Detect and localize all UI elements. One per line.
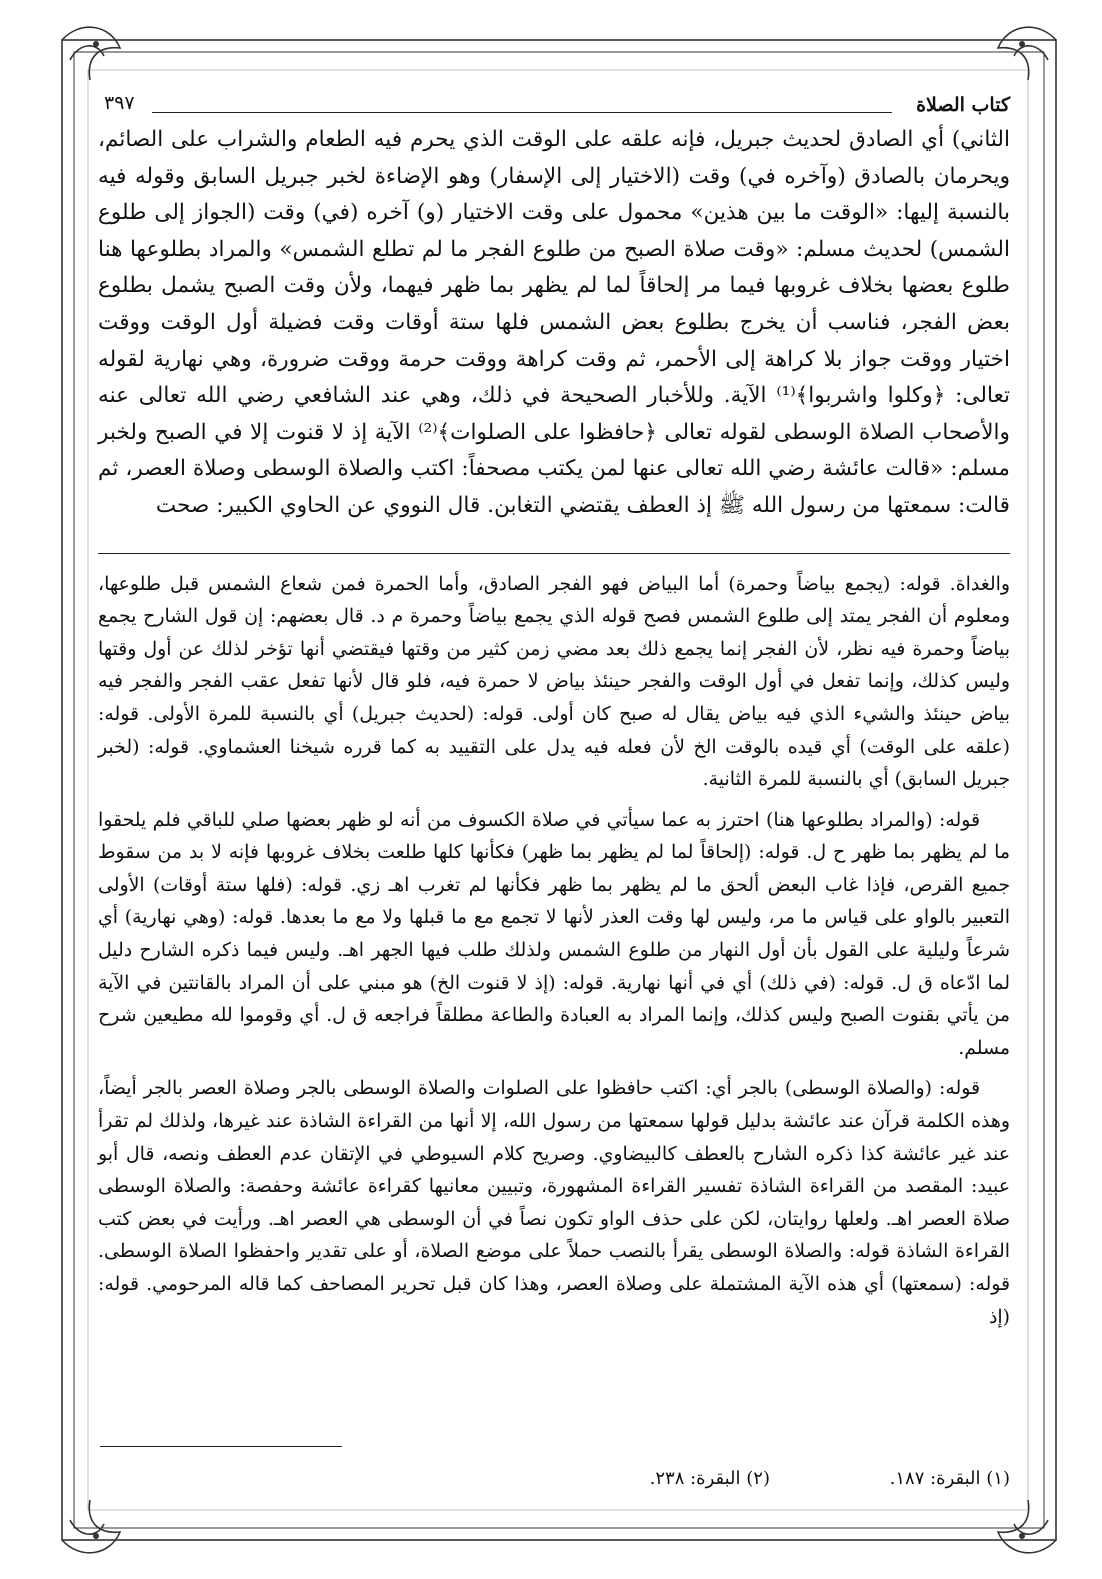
footnote-1: (١) البقرة: ١٨٧.	[889, 1468, 1010, 1489]
section-divider	[98, 553, 1010, 554]
text-area	[98, 92, 1010, 1333]
page-header	[98, 92, 1010, 122]
main-paragraph: الثاني) أي الصادق لحديث جبريل، فإنه علقه على الوقت الذي يحرم فيه الطعام والشراب على الصائم، ويحرمان بالصادق (وآخره في) وقت (الاختيار إلى الإسفار) وهو الإضاءة لخبر جبريل السابق وقوله فيه بالنسبة إليها: «الوقت ما بين هذين» محمول على وقت الاختيار (و) آخره (في) وقت (الجواز إلى طلوع الشمس) لحديث مسلم: «وقت صلاة الصبح من طلوع الفجر ما لم تطلع الشمس» والمراد بطلوعها هنا طلوع بعضها بخلاف غروبها فيما مر إلحاقاً لما لم يظهر بما ظهر فيهما، ولأن وقت الصبح يشمل بطلوع بعض الفجر، فناسب أن يخرج بطلوع بعض الشمس فلها ستة أوقات وقت فضيلة أول الوقت ووقت اختيار ووقت جواز بلا كراهة إلى الأحمر، ثم وقت كراهة ووقت حرمة ووقت ضرورة، وهي نهارية لقوله تعالى: ﴿وكلوا واشربوا﴾⁽¹⁾ الآية. وللأخبار الصحيحة في ذلك، وهي عند الشافعي رضي الله تعالى عنه والأصحاب الصلاة الوسطى لقوله تعالى ﴿حافظوا على الصلوات﴾⁽²⁾ الآية إذ لا قنوت إلا في الصبح ولخبر مسلم: «قالت عائشة رضي الله تعالى عنها لمن يكتب مصحفاً: اكتب والصلاة الوسطى وصلاة العصر، ثم قالت: سمعتها من رسول الله ﷺ إذ العطف يقتضي التغابن. قال النووي عن الحاوي الكبير: صحت	[98, 127, 1010, 518]
header-rule	[152, 112, 892, 113]
page-number: ٣٩٧	[104, 92, 135, 114]
commentary-paragraph: قوله: (والمراد بطلوعها هنا) احترز به عما سيأتي في صلاة الكسوف من أنه لو ظهر بعضها صلي للباقي فلم يلحقوا ما لم يظهر بما ظهر ح ل. قوله: (إلحاقاً لما لم يظهر بما ظهر) فكأنها كلها طلعت بخلاف غروبها فإنه لا بد من سقوط جميع القرص، فإذا غاب البعض ألحق ما لم يظهر بما ظهر فكأنها لم تغرب اهـ زي. قوله: (فلها ستة أوقات) الأولى التعبير بالواو على قياس ما مر، وليس لها وقت العذر لأنها لا تجمع مع ما قبلها ولا مع ما بعدها. قوله: (وهي نهارية) أي شرعاً وليلية على القول بأن أول النهار من طلوع الشمس ولذلك طلب فيها الجهر اهـ. وليس فيما ذكره الشارح دليل لما ادّعاه ق ل. قوله: (في ذلك) أي في أنها نهارية. قوله: (إذ لا قنوت الخ) هو مبني على أن المراد بالقانتين في الآية من يأتي بقنوت الصبح وليس كذلك، وإنما المراد به العبادة والطاعة مطلقاً فراجعه ق ل. أي وقوموا لله مطيعين شرح مسلم.	[98, 808, 1010, 1059]
footnote-2: (٢) البقرة: ٢٣٨.	[649, 1468, 770, 1489]
footnote-rule	[100, 1446, 342, 1447]
commentary-paragraph: والغداة. قوله: (يجمع بياضاً وحمرة) أما البياض فهو الفجر الصادق، وأما الحمرة فمن شعاع الشمس قبل طلوعها، ومعلوم أن الفجر يمتد إلى طلوع الشمس فصح قوله الذي يجمع بياضاً وحمرة م د. قال بعضهم: إن قول الشارح يجمع بياضاً وحمرة فيه نظر، لأن الفجر إنما يجمع ذلك بعد مضي زمن كثير من وقتها فيقتضي أنها تؤخر لذلك عن أول وقتها وليس كذلك، وإنما تفعل في أول الوقت والفجر حينئذ بياض لا حمرة فيه، فلو قال لأنها تفعل عقب الفجر والفجر فيه بياض حينئذ والشيء الذي فيه بياض يقال له صبح كان أولى. قوله: (لحديث جبريل) أي بالنسبة للمرة الأولى. قوله: (علقه على الوقت) أي قيده بالوقت الخ لأن فعله فيه يدل على التقييد به كما قرره شيخنا العشماوي. قوله: (لخبر جبريل السابق) أي بالنسبة للمرة الثانية.	[98, 572, 1010, 791]
main-text	[98, 122, 1010, 525]
commentary	[98, 568, 1010, 1334]
commentary-paragraph: قوله: (والصلاة الوسطى) بالجر أي: اكتب حافظوا على الصلوات والصلاة الوسطى بالجر وصلاة العصر بالجر أيضاً، وهذه الكلمة قرآن عند عائشة بدليل قولها سمعتها من رسول الله، إلا أنها من القراءة الشاذة عند غيرها، ولذلك لم تقرأ عند غير عائشة كذا ذكره الشارح بالعطف كالبيضاوي. وصريح كلام السيوطي في الإتقان عدم العطف ونصه، قال أبو عبيد: المقصد من القراءة الشاذة تفسير القراءة المشهورة، وتبيين معانيها كقراءة عائشة وحفصة: والصلاة الوسطى صلاة العصر اهـ. ولعلها روايتان، لكن على حذف الواو تكون نصاً في أن الوسطى هي العصر اهـ. ورأيت في بعض كتب القراءة الشاذة قوله: والصلاة الوسطى يقرأ بالنصب حملاً على موضع الصلاة، أو على تقدير واحفظوا الصلاة الوسطى. قوله: (سمعتها) أي هذه الآية المشتملة على وصلاة العصر، وهذا كان قبل تحرير المصاحف كما قاله المرحومي. قوله: (إذ	[98, 1077, 1010, 1328]
book-title: كتاب الصلاة	[916, 94, 1010, 116]
